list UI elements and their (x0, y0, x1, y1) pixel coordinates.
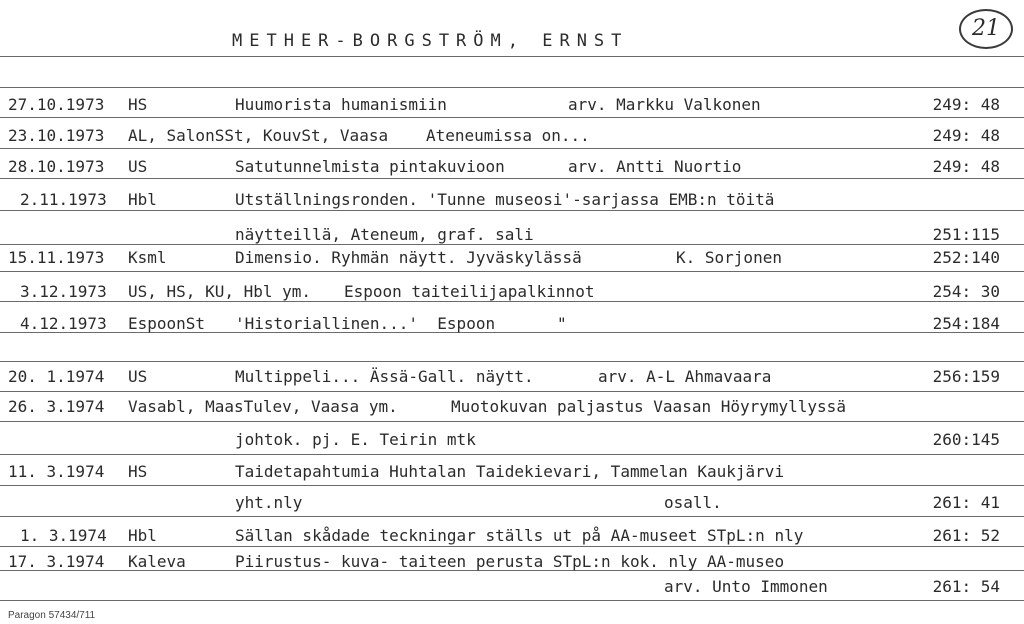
entry-date: 2.11.1973 (20, 190, 107, 209)
ruled-line (0, 391, 1024, 392)
ruled-line (0, 361, 1024, 362)
entry-date: 26. 3.1974 (8, 397, 105, 416)
entry-title: näytteillä, Ateneum, graf. sali (235, 225, 534, 244)
entry-reference: 249: 48 (932, 95, 1000, 114)
ruled-line (0, 600, 1024, 601)
entry-source: US (128, 367, 148, 386)
entry-title: Ateneumissa on... (426, 126, 590, 145)
entry-note: arv. A-L Ahmavaara (598, 367, 772, 386)
entry-reference: 254:184 (932, 314, 1000, 333)
entry-title: johtok. pj. E. Teirin mtk (235, 430, 476, 449)
entry-source: HS (128, 462, 148, 481)
entry-source: Ksml (128, 248, 167, 267)
ruled-line (0, 421, 1024, 422)
entry-title: Muotokuvan paljastus Vaasan Höyrymyllyssä (451, 397, 846, 416)
entry-reference: 261: 52 (932, 526, 1000, 545)
entry-date: 1. 3.1974 (20, 526, 107, 545)
ruled-line (0, 244, 1024, 245)
ruled-line (0, 516, 1024, 517)
entry-title: Taidetapahtumia Huhtalan Taidekievari, Tammelan Kaukjärvi (235, 462, 785, 481)
entry-title: yht.nly (235, 493, 303, 512)
entry-date: 4.12.1973 (20, 314, 107, 333)
entry-title: Utställningsronden. 'Tunne museosi'-sarjassa EMB:n töitä (235, 190, 775, 209)
entry-date: 27.10.1973 (8, 95, 105, 114)
entry-source: US, HS, KU, Hbl ym. (128, 282, 312, 301)
entry-title: Huumorista humanismiin (235, 95, 447, 114)
entry-note: arv. Antti Nuortio (568, 157, 742, 176)
entry-reference: 252:140 (932, 248, 1000, 267)
entry-note: osall. (664, 493, 722, 512)
entry-title: Espoon taiteilijapalkinnot (344, 282, 595, 301)
ruled-line (0, 117, 1024, 118)
printer-mark: Paragon 57434/711 (8, 610, 96, 621)
ruled-line (0, 148, 1024, 149)
entry-source: Kaleva (128, 552, 186, 571)
entry-date: 3.12.1973 (20, 282, 107, 301)
entry-source: Hbl (128, 190, 157, 209)
ruled-line (0, 485, 1024, 486)
ruled-line (0, 454, 1024, 455)
entry-note: K. Sorjonen (676, 248, 782, 267)
entry-reference: 261: 41 (932, 493, 1000, 512)
entry-title: 'Historiallinen...' Espoon (235, 314, 496, 333)
ruled-line (0, 87, 1024, 88)
ruled-line (0, 178, 1024, 179)
entry-source: AL, SalonSSt, KouvSt, Vaasa (128, 126, 389, 145)
entry-reference: 249: 48 (932, 126, 1000, 145)
entry-date: 28.10.1973 (8, 157, 105, 176)
entry-reference: 254: 30 (932, 282, 1000, 301)
entry-title: Piirustus- kuva- taiteen perusta STpL:n kok. nly AA-museo (235, 552, 785, 571)
entry-date: 11. 3.1974 (8, 462, 105, 481)
ruled-line (0, 301, 1024, 302)
entry-date: 17. 3.1974 (8, 552, 105, 571)
card-title: METHER-BORGSTRÖM, ERNST (232, 31, 629, 51)
entry-reference: 260:145 (932, 430, 1000, 449)
entry-source: EspoonSt (128, 314, 206, 333)
entry-date: 23.10.1973 (8, 126, 105, 145)
entry-title: Dimensio. Ryhmän näytt. Jyväskylässä (235, 248, 582, 267)
entry-source: US (128, 157, 148, 176)
entry-title: Sällan skådade teckningar ställs ut på AA-museet STpL:n nly (235, 526, 804, 545)
entry-note: arv. Unto Immonen (664, 577, 828, 596)
entry-source: Hbl (128, 526, 157, 545)
entry-title: Multippeli... Ässä-Gall. näytt. (235, 367, 534, 386)
entry-source: Vasabl, MaasTulev, Vaasa ym. (128, 397, 398, 416)
ruled-line (0, 546, 1024, 547)
entry-source: HS (128, 95, 148, 114)
entry-title: Satutunnelmista pintakuvioon (235, 157, 505, 176)
entry-note: arv. Markku Valkonen (568, 95, 761, 114)
ruled-line (0, 210, 1024, 211)
card-number-circled: 21 (959, 9, 1013, 49)
entry-reference: 249: 48 (932, 157, 1000, 176)
entry-reference: 256:159 (932, 367, 1000, 386)
entry-date: 20. 1.1974 (8, 367, 105, 386)
entry-reference: 261: 54 (932, 577, 1000, 596)
header-rule (0, 56, 1024, 57)
entry-date: 15.11.1973 (8, 248, 105, 267)
entry-reference: 251:115 (932, 225, 1000, 244)
ruled-line (0, 271, 1024, 272)
entry-note: " (557, 314, 567, 333)
